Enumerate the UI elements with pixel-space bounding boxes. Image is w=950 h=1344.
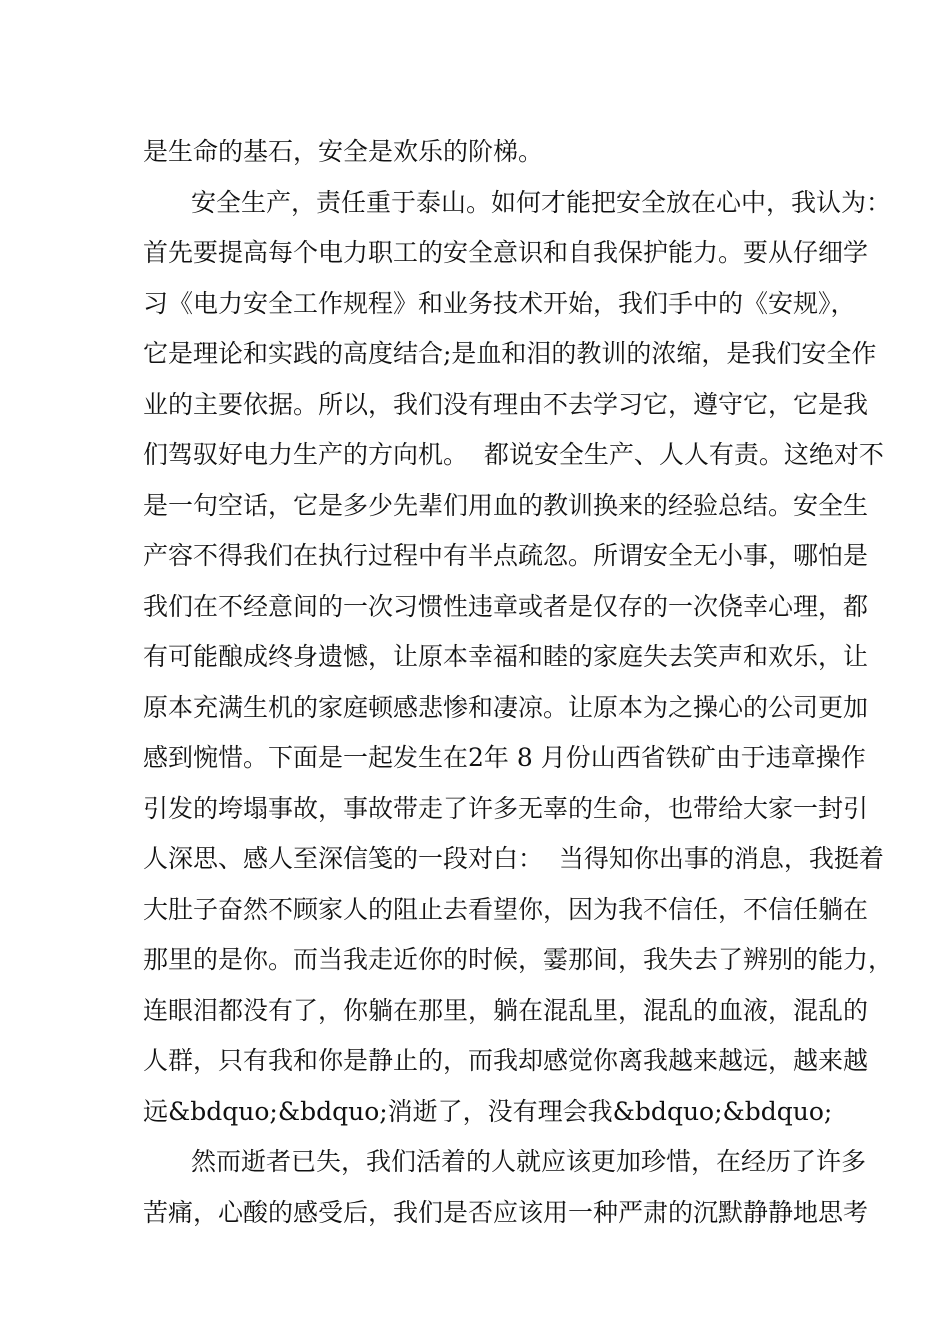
text-line: 人深思、感人至深信笺的一段对白： 当得知你出事的消息，我挺着 [143, 844, 884, 873]
text-line: 首先要提高每个电力职工的安全意识和自我保护能力。要从仔细学 [143, 238, 869, 267]
text-line: 引发的垮塌事故，事故带走了许多无辜的生命，也带给大家一封引 [143, 793, 869, 823]
text-line: 是生命的基石，安全是欢乐的阶梯。 [143, 137, 544, 166]
text-line: 是一句空话，它是多少先辈们用血的教训换来的经验总结。安全生 [143, 490, 869, 520]
text-line: 那里的是你。而当我走近你的时候，霎那间，我失去了辨别的能力， [143, 945, 894, 974]
text-line: 业的主要依据。所以，我们没有理由不去学习它，遵守它，它是我 [143, 389, 869, 419]
text-line: 远&bdquo;&bdquo;消逝了，没有理会我&bdquo;&bdquo; [143, 1096, 833, 1126]
text-line: 我们在不经意间的一次习惯性违章或者是仅存的一次侥幸心理，都 [143, 591, 869, 621]
text-line: 习《电力安全工作规程》和业务技术开始，我们手中的《安规》， [143, 288, 856, 318]
text-line: 感到惋惜。下面是一起发生在2年 8 月份山西省铁矿由于违章操作 [143, 743, 866, 772]
body-text [143, 127, 894, 1238]
text-line: 苦痛，心酸的感受后，我们是否应该用一种严肃的沉默静静地思考 [143, 1197, 869, 1227]
paragraph-first-line: 安全生产，责任重于泰山。如何才能把安全放在心中，我认为： [191, 187, 892, 217]
paragraph-first-line: 然而逝者已失，我们活着的人就应该更加珍惜，在经历了许多 [191, 1147, 867, 1176]
text-line: 有可能酿成终身遗憾，让原本幸福和睦的家庭失去笑声和欢乐，让 [143, 642, 869, 671]
text-line: 人群，只有我和你是静止的，而我却感觉你离我越来越远，越来越 [143, 1046, 869, 1075]
text-line: 连眼泪都没有了，你躺在那里，躺在混乱里，混乱的血液，混乱的 [143, 995, 869, 1025]
text-line: 原本充满生机的家庭顿感悲惨和凄凉。让原本为之操心的公司更加 [143, 692, 869, 722]
text-line: 产容不得我们在执行过程中有半点疏忽。所谓安全无小事，哪怕是 [143, 541, 869, 570]
text-line: 它是理论和实践的高度结合;是血和泪的教训的浓缩，是我们安全作 [143, 339, 877, 368]
text-line: 大肚子奋然不顾家人的阻止去看望你，因为我不信任，不信任躺在 [143, 894, 869, 924]
text-line: 们驾驭好电力生产的方向机。 都说安全生产、人人有责。这绝对不 [143, 440, 884, 469]
